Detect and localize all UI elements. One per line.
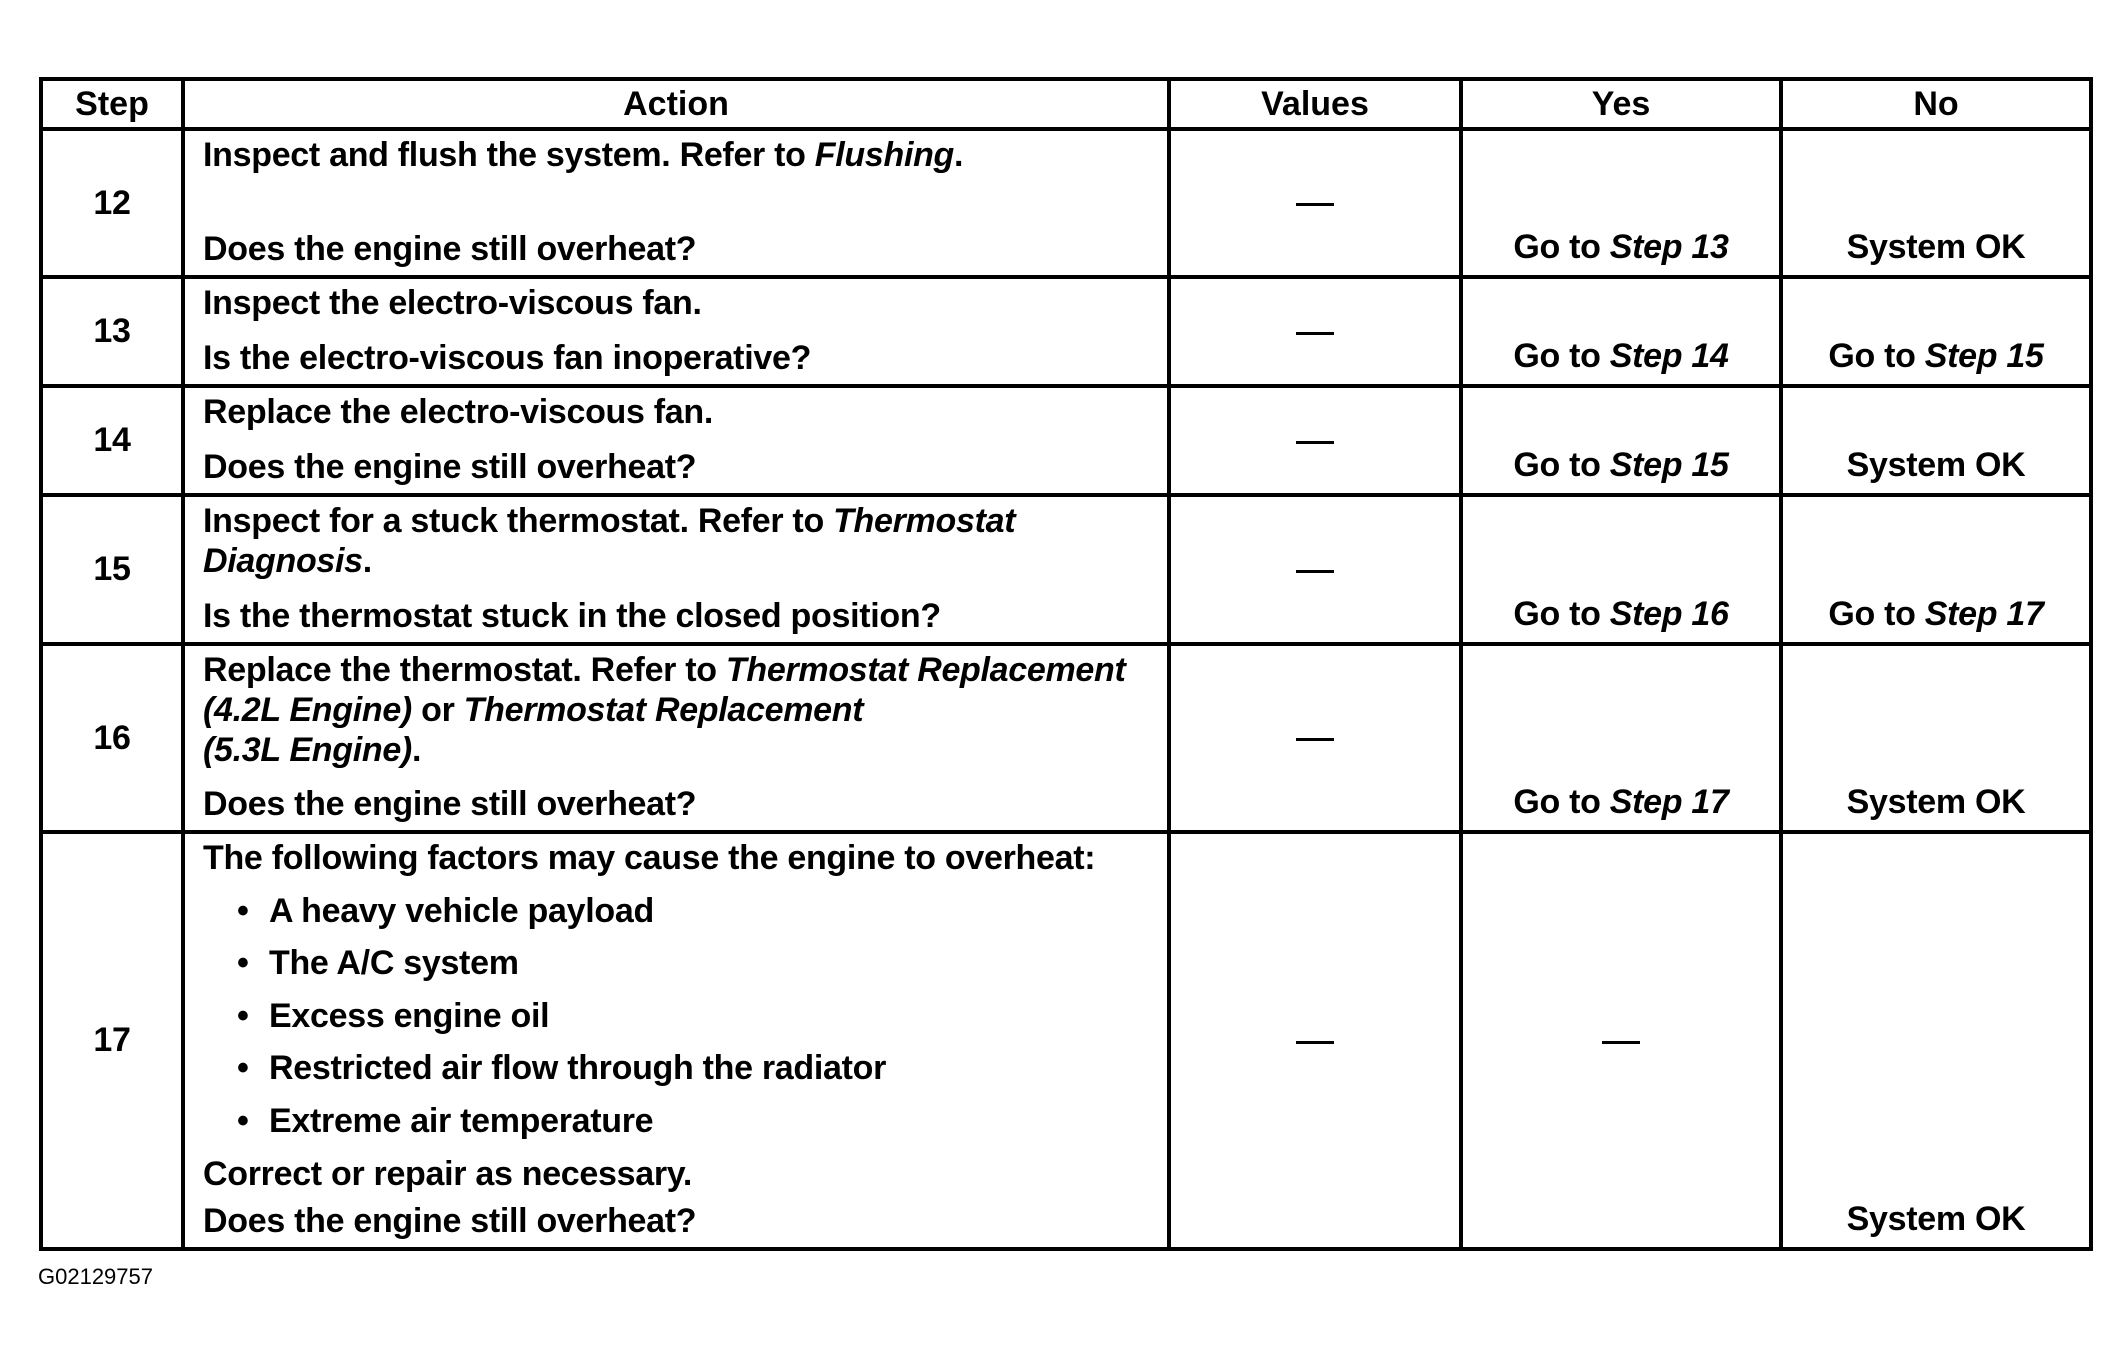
figure-id: G02129757: [38, 1264, 153, 1289]
list-item: • Restricted air flow through the radiator: [237, 1042, 1153, 1095]
step-number: 13: [41, 277, 183, 386]
action-cell: [183, 129, 1169, 277]
bullet-icon: •: [237, 1049, 249, 1088]
step-number: 12: [41, 129, 183, 277]
bullet-icon: •: [237, 996, 249, 1035]
dash-mark: [1296, 203, 1334, 206]
dash-mark: [1602, 1041, 1640, 1044]
action-cell: [183, 277, 1169, 386]
table-row: [41, 129, 2091, 277]
step-number: 15: [41, 495, 183, 644]
step-number: 17: [41, 832, 183, 1249]
dash-mark: [1296, 570, 1334, 573]
list-item: • A heavy vehicle payload: [237, 885, 1153, 938]
step-number: 16: [41, 644, 183, 832]
action-cell: [183, 644, 1169, 832]
values-cell: [1169, 129, 1461, 277]
table-row: [41, 386, 2091, 495]
no-cell: System OK: [1781, 129, 2091, 277]
values-cell: [1169, 495, 1461, 644]
dash-mark: [1296, 332, 1334, 335]
bullet-icon: •: [237, 944, 249, 983]
bullet-icon: •: [237, 1101, 249, 1140]
no-cell: System OK: [1781, 644, 2091, 832]
action-question: Does the engine still overheat?: [203, 230, 697, 268]
action-text: Replace the thermostat. Refer to Thermostat Replacement (4.2L Engine) or Thermostat Replacement (5.3L Engine).: [203, 651, 1126, 769]
yes-cell: Go to Step 17: [1461, 644, 1781, 832]
list-item: • Excess engine oil: [237, 990, 1153, 1043]
table-row: [41, 644, 2091, 832]
yes-cell: Go to Step 16: [1461, 495, 1781, 644]
action-question: Does the engine still overheat?: [203, 785, 697, 823]
diagnostic-table: [39, 77, 2093, 1251]
step-link[interactable]: Step 13: [1609, 228, 1729, 266]
header-action: Action: [183, 79, 1169, 129]
values-cell: [1169, 832, 1461, 1249]
list-item: • The A/C system: [237, 937, 1153, 990]
factor-list: [203, 885, 1153, 1148]
action-text: Inspect for a stuck thermostat. Refer to Thermostat Diagnosis.: [203, 502, 1016, 580]
header-yes: Yes: [1461, 79, 1781, 129]
yes-cell: Go to Step 13: [1461, 129, 1781, 277]
action-text: The following factors may cause the engine to overheat:: [203, 839, 1096, 877]
table-row: [41, 277, 2091, 386]
action-cell: [183, 386, 1169, 495]
table-row: [41, 832, 2091, 1249]
step-link[interactable]: Step 17: [1924, 595, 2044, 633]
action-question: Does the engine still overheat?: [203, 448, 697, 486]
action-text: Inspect and flush the system. Refer to Flushing.: [203, 136, 964, 174]
values-cell: [1169, 386, 1461, 495]
step-link[interactable]: Step 17: [1609, 783, 1729, 821]
step-link[interactable]: Step 15: [1924, 337, 2044, 375]
action-text: Inspect the electro-viscous fan.: [203, 284, 702, 322]
action-cell: [183, 495, 1169, 644]
yes-cell: [1461, 832, 1781, 1249]
dash-mark: [1296, 441, 1334, 444]
dash-mark: [1296, 738, 1334, 741]
yes-cell: Go to Step 14: [1461, 277, 1781, 386]
header-no: No: [1781, 79, 2091, 129]
step-number: 14: [41, 386, 183, 495]
step-link[interactable]: Step 15: [1609, 446, 1729, 484]
action-text: Replace the electro-viscous fan.: [203, 393, 714, 431]
header-row: [41, 79, 2091, 129]
engine-42-link[interactable]: (4.2L Engine): [203, 691, 412, 729]
values-cell: [1169, 277, 1461, 386]
values-cell: [1169, 644, 1461, 832]
header-values: Values: [1169, 79, 1461, 129]
thermostat-link[interactable]: Thermostat: [833, 502, 1016, 540]
thermostat-replacement-link[interactable]: Thermostat Replacement: [463, 691, 864, 729]
thermostat-replacement-link[interactable]: Thermostat Replacement: [725, 651, 1126, 689]
step-link[interactable]: Step 14: [1609, 337, 1729, 375]
action-question: Does the engine still overheat?: [203, 1201, 697, 1240]
action-question: Is the electro-viscous fan inoperative?: [203, 339, 812, 377]
action-cell: [183, 832, 1169, 1249]
dash-mark: [1296, 1041, 1334, 1044]
bullet-icon: •: [237, 891, 249, 930]
no-cell: Go to Step 15: [1781, 277, 2091, 386]
diagnosis-link[interactable]: Diagnosis: [203, 542, 363, 580]
action-question: Is the thermostat stuck in the closed position?: [203, 597, 941, 635]
flushing-link[interactable]: Flushing: [814, 136, 955, 174]
no-cell: Go to Step 17: [1781, 495, 2091, 644]
no-cell: System OK: [1781, 386, 2091, 495]
no-cell: System OK: [1781, 832, 2091, 1249]
table-row: [41, 495, 2091, 644]
header-step: Step: [41, 79, 183, 129]
engine-53-link[interactable]: (5.3L Engine): [203, 731, 412, 769]
list-item: • Extreme air temperature: [237, 1095, 1153, 1148]
step-link[interactable]: Step 16: [1609, 595, 1729, 633]
yes-cell: Go to Step 15: [1461, 386, 1781, 495]
action-note: Correct or repair as necessary.: [203, 1155, 693, 1194]
